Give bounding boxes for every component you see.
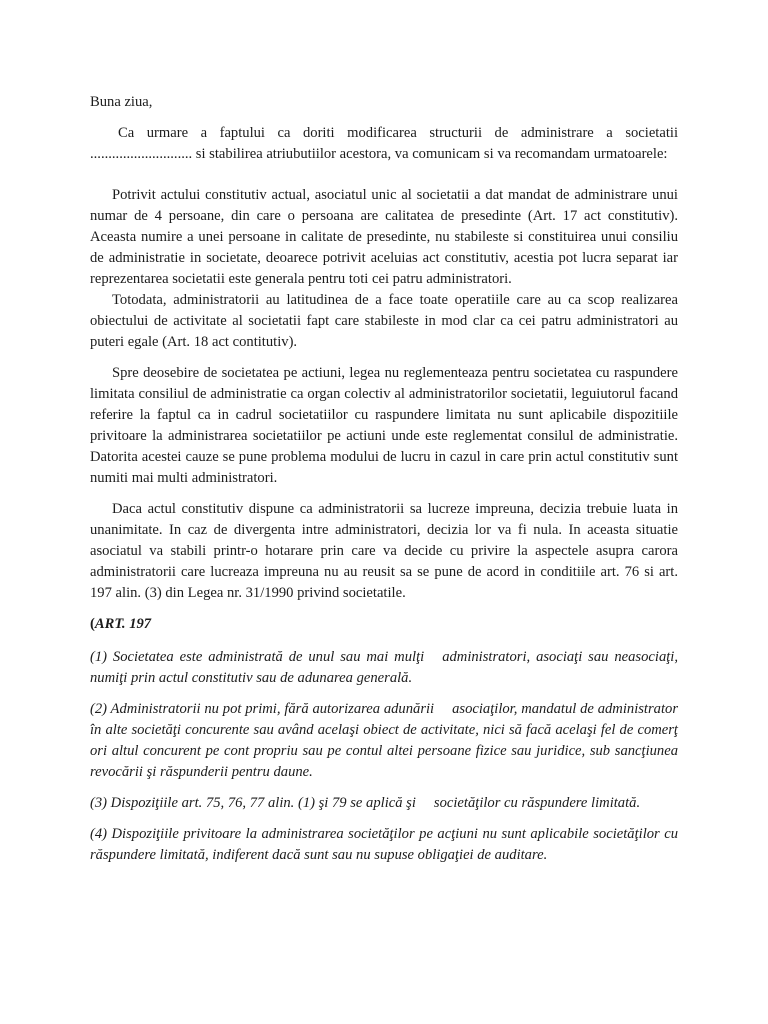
article-title: ART. 197 (94, 616, 152, 632)
article-paren: ( (90, 616, 95, 632)
paragraph-administrators-powers: Totodata, administratorii au latitudinea de a face toate operatiile care au ca scop realizarea obiectului de activitate al societatii fapt care stabileste in mod clar ca cei patru administratori au puteri egale (Art. 18 act contitutiv). (90, 292, 678, 350)
article-paragraph-2 (90, 699, 678, 783)
article-paragraph-3 (90, 793, 678, 814)
paragraph-unanimity: Daca actul constitutiv dispune ca administratorii sa lucreze impreuna, decizia trebuie luata in unanimitate. In caz de divergenta intre administratori, decizia lor va fi nula. In aceasta situatie asociatul va stabili printr-o hotarare prin care va decide cu privire la aspectele asupra carora administratorii care lucreaza impreuna nu au reusit sa se pune de acord in conditiile art. 76 si art. 197 alin. (3) din Legea nr. 31/1990 privind societatile. (90, 501, 678, 601)
article-heading (90, 614, 678, 635)
article-paragraph-1 (90, 647, 678, 689)
intro-paragraph: Ca urmare a faptului ca doriti modificarea structurii de administrare a societatii ............................ si stabilirea atriubutiilor acestora, va comunicam si va recomandam urmatoarele: (90, 125, 678, 162)
greeting: Buna ziua, (90, 94, 153, 110)
art3-part-b: societăţilor cu răspundere limitată. (433, 795, 641, 811)
art3-part-a: (3) Dispoziţiile art. 75, 76, 77 alin. (1) şi 79 se aplică şi (90, 795, 416, 811)
art2-part-b: asociaţilor, mandatul de administrator în alte societăţi concurente sau având acelaşi obiect de activitate, nici să facă acelaşi fel de comerţ ori altul concurent pe cont propriu sau pe contul altei persoane fizice sau juridice, sub sancţiunea revocării şi răspunderii pentru daune. (90, 701, 678, 780)
art1-part-a: (1) Societatea este administrată de unul sau mai mulţi (90, 649, 425, 665)
paragraph-mandate: Potrivit actului constitutiv actual, asociatul unic al societatii a dat mandat de administrare unui numar de 4 persoane, din care o persoana are calitatea de presedinte (Art. 17 act constitutiv). Aceasta numire a unei persoane in calitate de presedinte, nu stabileste si constituirea unui consiliu de administratie in societate, deoarece potrivit aceluias act constitutiv, acestia pot lucra separat iar reprezentarea societatii este generala pentru toti cei patru administratori. (90, 187, 678, 287)
art1-part-b: administratori, asociaţi sau neasociaţi, numiţi prin actul constitutiv sau de adunarea generală. (90, 649, 678, 686)
article-paragraph-4: (4) Dispoziţiile privitoare la administrarea societăţilor pe acţiuni nu sunt aplicabile societăţilor cu răspundere limitată, indiferent dacă sunt sau nu supuse obligaţiei de auditare. (90, 826, 678, 863)
art2-part-a: (2) Administratorii nu pot primi, fără autorizarea adunării (90, 701, 435, 717)
paragraph-srl-board: Spre deosebire de societatea pe actiuni, legea nu reglementeaza pentru societatea cu raspundere limitata consiliul de administratie ca organ colectiv al administratorilor societatii, leguiutorul facand referire la faptul ca in cadrul societatiilor cu raspundere limitata nu sunt aplicabile dispozitiile privitoare la administrarea societatiilor pe actiuni unde este reglementat consilul de administratie. Datorita acestei cauze se pune problema modului de lucru in cazul in care prin actul constitutiv sunt numiti mai multi administratori. (90, 365, 678, 486)
